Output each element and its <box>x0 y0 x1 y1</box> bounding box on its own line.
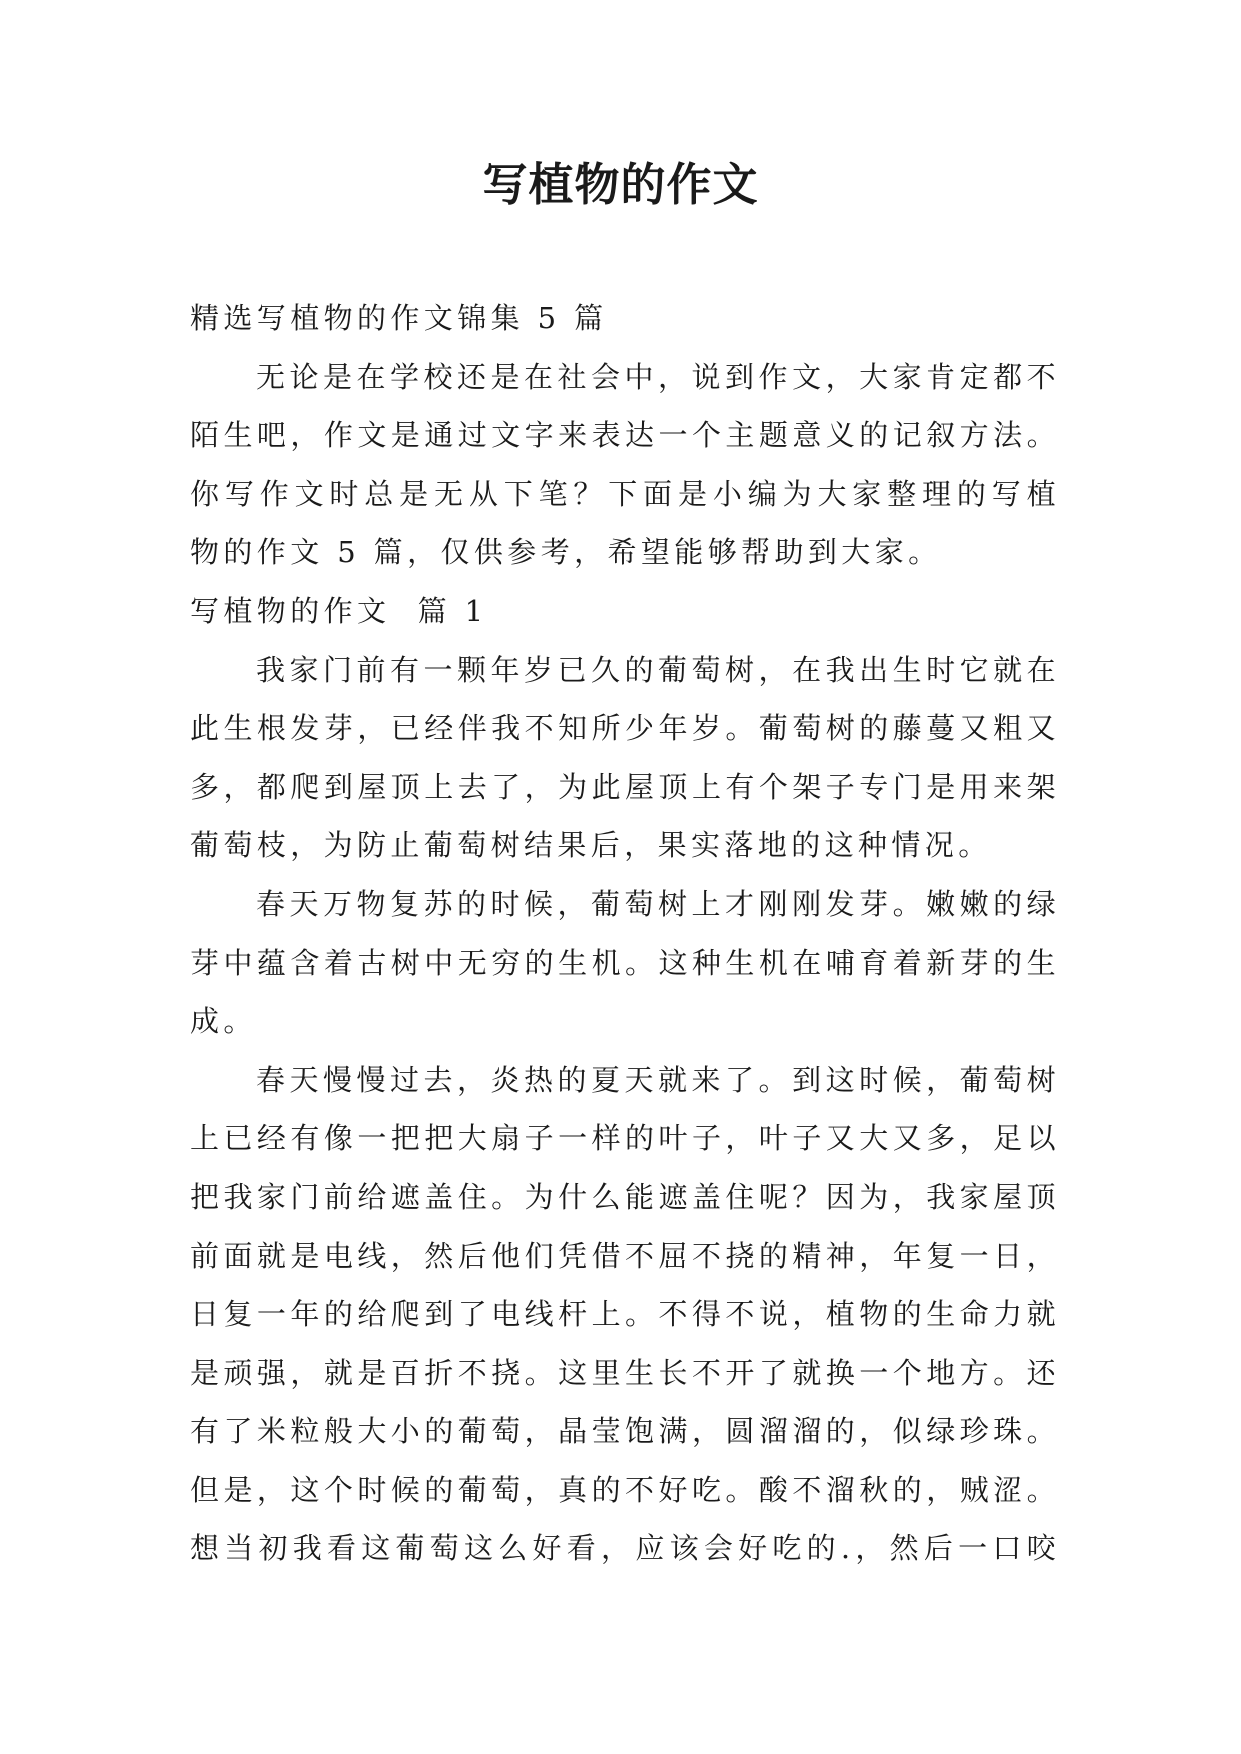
collection-heading: 精选写植物的作文锦集 5 篇 <box>190 301 608 335</box>
paragraph <box>190 641 1060 875</box>
paragraph-line: 芽中蕴含着古树中无穷的生机。这种生机在哺育着新芽的生 <box>190 945 1060 980</box>
paragraph-line: 物的作文 5 篇，仅供参考，希望能够帮助到大家。 <box>190 535 942 570</box>
paragraph-line: 成。 <box>190 1004 257 1039</box>
paragraph-line: 你写作文时总是无从下笔？下面是小编为大家整理的写植 <box>190 476 1060 511</box>
paragraph-line: 有了米粒般大小的葡萄，晶莹饱满，圆溜溜的，似绿珍珠。 <box>190 1414 1060 1449</box>
paragraph <box>190 875 1060 1051</box>
paragraph-line: 多，都爬到屋顶上去了，为此屋顶上有个架子专门是用来架 <box>190 769 1060 804</box>
paragraph-line: 但是，这个时候的葡萄，真的不好吃。酸不溜秋的，贼涩。 <box>190 1472 1060 1507</box>
paragraph-line: 日复一年的给爬到了电线杆上。不得不说，植物的生命力就 <box>190 1297 1060 1332</box>
paragraph-line: 此生根发芽，已经伴我不知所少年岁。葡萄树的藤蔓又粗又 <box>190 711 1060 746</box>
paragraph-line: 是顽强，就是百折不挠。这里生长不开了就换一个地方。还 <box>190 1355 1060 1390</box>
paragraph-line: 春天慢慢过去，炎热的夏天就来了。到这时候，葡萄树 <box>256 1062 1060 1097</box>
paragraph-line: 上已经有像一把把大扇子一样的叶子，叶子又大又多，足以 <box>190 1121 1060 1156</box>
paragraph-line: 前面就是电线，然后他们凭借不屈不挠的精神，年复一日， <box>190 1238 1060 1273</box>
paragraph-line: 陌生吧，作文是通过文字来表达一个主题意义的记叙方法。 <box>190 418 1060 453</box>
paragraph-line: 把我家门前给遮盖住。为什么能遮盖住呢？因为，我家屋顶 <box>190 1179 1060 1214</box>
paragraph-line: 无论是在学校还是在社会中，说到作文，大家肯定都不 <box>256 359 1060 394</box>
paragraph <box>190 1051 1060 1578</box>
intro-paragraph <box>190 348 1060 582</box>
paragraph-line: 想当初我看这葡萄这么好看，应该会好吃的.，然后一口咬 <box>190 1531 1060 1566</box>
paragraph-line: 春天万物复苏的时候，葡萄树上才刚刚发芽。嫩嫩的绿 <box>256 886 1060 921</box>
section-heading: 写植物的作文 篇 1 <box>190 593 488 628</box>
document-body <box>190 289 1060 1578</box>
paragraph-line: 我家门前有一颗年岁已久的葡萄树，在我出生时它就在 <box>256 652 1060 687</box>
document-title: 写植物的作文 <box>482 158 759 211</box>
paragraph-line: 葡萄枝，为防止葡萄树结果后，果实落地的这种情况。 <box>190 828 992 863</box>
